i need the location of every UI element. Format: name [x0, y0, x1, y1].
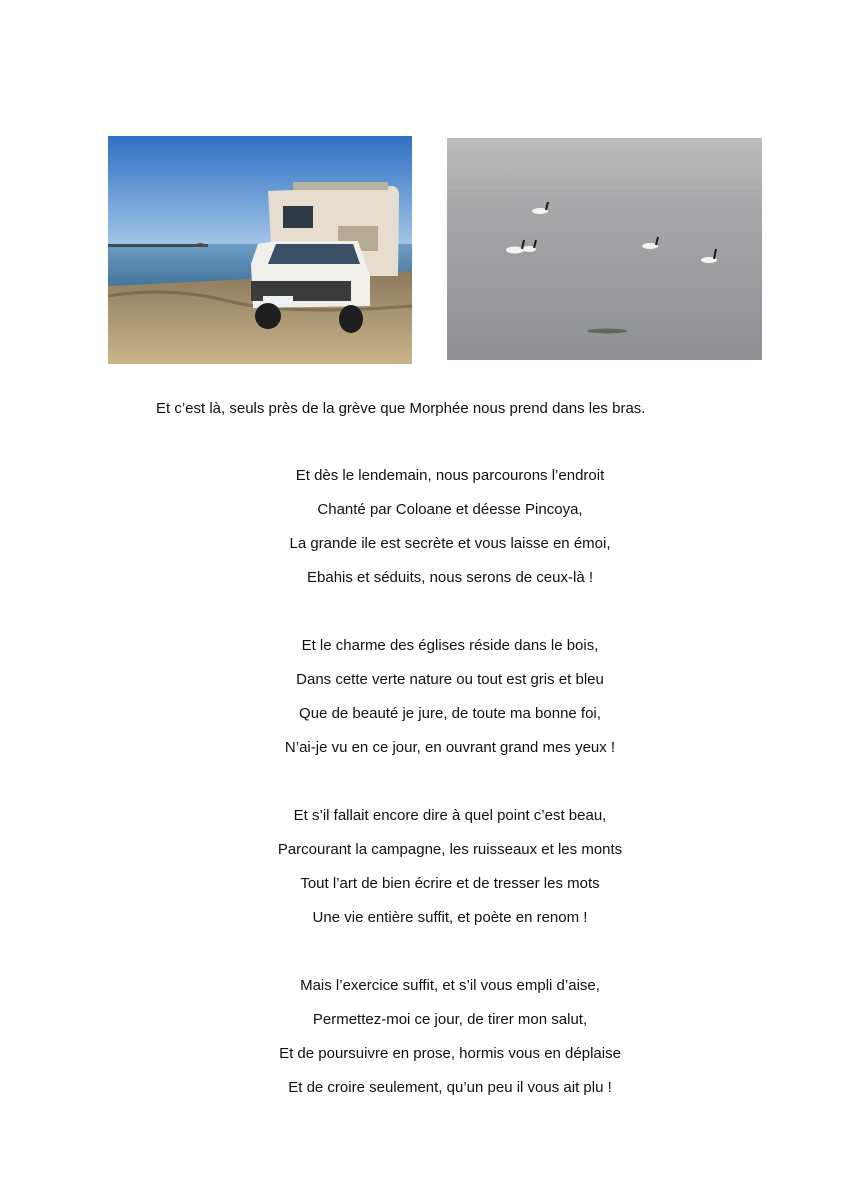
poem-line: Parcourant la campagne, les ruisseaux et les monts — [277, 841, 623, 858]
stanza-3 — [150, 805, 750, 941]
poem-line: Et le charme des églises réside dans le bois, — [301, 637, 599, 654]
stanza-2 — [150, 635, 750, 771]
poem-line: Et dès le lendemain, nous parcourons l’endroit — [295, 467, 605, 484]
swans-photo — [447, 138, 762, 360]
stanza-1 — [150, 465, 750, 601]
intro-text: Et c’est là, seuls près de la grève que Morphée nous prend dans les bras. — [156, 400, 646, 417]
camper-van-photo — [108, 136, 412, 364]
poem-line: Chanté par Coloane et déesse Pincoya, — [317, 501, 583, 518]
poem-line: Que de beauté je jure, de toute ma bonne foi, — [299, 705, 601, 722]
poem-line: Mais l’exercice suffit, et s’il vous empli d’aise, — [300, 977, 600, 994]
camper-van-illustration — [108, 136, 412, 364]
poem-line: Tout l’art de bien écrire et de tresser les mots — [300, 875, 600, 892]
poem-line: Et de poursuivre en prose, hormis vous en déplaise — [279, 1045, 621, 1062]
poem-line: Dans cette verte nature ou tout est gris et bleu — [296, 671, 604, 688]
poem-line: La grande ile est secrète et vous laisse en émoi, — [289, 535, 611, 552]
stanza-4 — [150, 975, 750, 1111]
swans-illustration — [447, 138, 762, 360]
poem-line: N’ai-je vu en ce jour, en ouvrant grand mes yeux ! — [284, 739, 616, 756]
poem-line: Et s’il fallait encore dire à quel point c’est beau, — [293, 807, 607, 824]
poem-line: Ebahis et séduits, nous serons de ceux-là ! — [307, 569, 593, 586]
poem-line: Permettez-moi ce jour, de tirer mon salut, — [312, 1011, 588, 1028]
poem-line: Une vie entière suffit, et poète en renom ! — [312, 909, 588, 926]
poem-line: Et de croire seulement, qu’un peu il vous ait plu ! — [288, 1079, 612, 1096]
